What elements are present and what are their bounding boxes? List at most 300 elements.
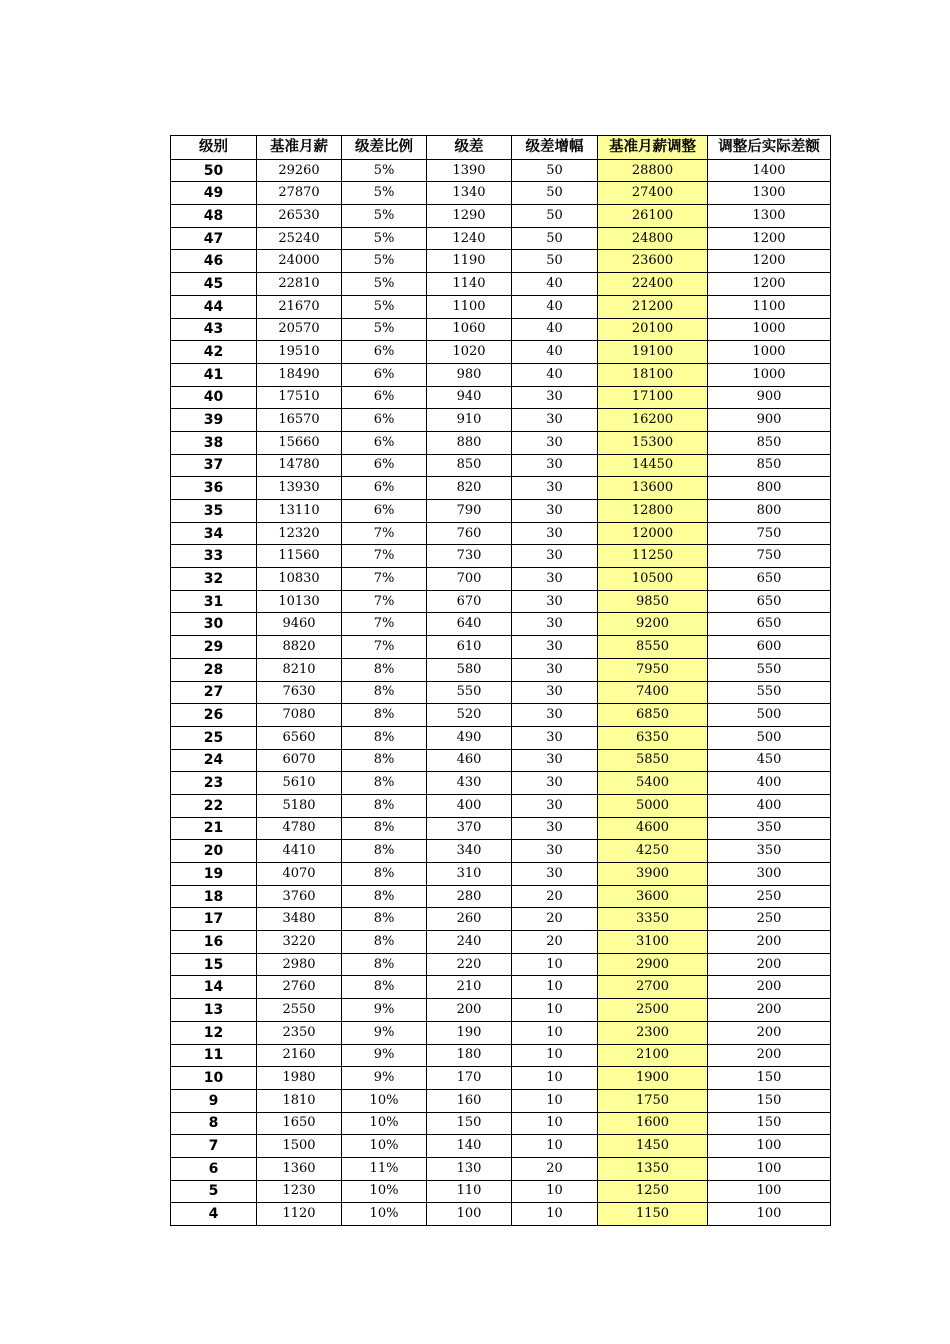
cell-difference-increment: 10 — [512, 1203, 598, 1226]
cell-base-salary: 20570 — [257, 318, 342, 341]
cell-adjusted-base-salary: 20100 — [598, 318, 708, 341]
cell-difference-increment: 30 — [512, 817, 598, 840]
cell-base-salary: 15660 — [257, 431, 342, 454]
cell-base-salary: 1810 — [257, 1089, 342, 1112]
cell-grade-ratio: 8% — [342, 794, 427, 817]
cell-difference-increment: 30 — [512, 726, 598, 749]
cell-grade-difference: 980 — [427, 363, 512, 386]
cell-actual-difference: 800 — [708, 500, 831, 523]
cell-base-salary: 1230 — [257, 1180, 342, 1203]
table-row — [171, 976, 831, 999]
cell-level: 25 — [171, 726, 257, 749]
cell-actual-difference: 800 — [708, 477, 831, 500]
cell-grade-difference: 110 — [427, 1180, 512, 1203]
cell-actual-difference: 900 — [708, 409, 831, 432]
cell-actual-difference: 650 — [708, 590, 831, 613]
cell-base-salary: 2550 — [257, 999, 342, 1022]
cell-actual-difference: 1000 — [708, 341, 831, 364]
cell-difference-increment: 50 — [512, 205, 598, 228]
cell-grade-ratio: 5% — [342, 250, 427, 273]
cell-base-salary: 13110 — [257, 500, 342, 523]
cell-difference-increment: 30 — [512, 500, 598, 523]
cell-grade-ratio: 9% — [342, 1044, 427, 1067]
cell-actual-difference: 100 — [708, 1135, 831, 1158]
cell-grade-difference: 580 — [427, 658, 512, 681]
cell-adjusted-base-salary: 24800 — [598, 227, 708, 250]
cell-actual-difference: 150 — [708, 1112, 831, 1135]
cell-grade-ratio: 9% — [342, 999, 427, 1022]
cell-difference-increment: 30 — [512, 749, 598, 772]
cell-base-salary: 4070 — [257, 863, 342, 886]
cell-level: 18 — [171, 885, 257, 908]
cell-grade-difference: 520 — [427, 704, 512, 727]
cell-base-salary: 29260 — [257, 159, 342, 182]
cell-actual-difference: 400 — [708, 772, 831, 795]
cell-base-salary: 7630 — [257, 681, 342, 704]
table-row — [171, 1157, 831, 1180]
cell-grade-difference: 240 — [427, 931, 512, 954]
cell-actual-difference: 750 — [708, 522, 831, 545]
cell-adjusted-base-salary: 28800 — [598, 159, 708, 182]
table-row — [171, 931, 831, 954]
cell-grade-ratio: 8% — [342, 772, 427, 795]
cell-level: 39 — [171, 409, 257, 432]
table-row — [171, 159, 831, 182]
cell-grade-ratio: 7% — [342, 590, 427, 613]
table-row — [171, 794, 831, 817]
cell-base-salary: 2350 — [257, 1021, 342, 1044]
cell-base-salary: 14780 — [257, 454, 342, 477]
header-grade-difference: 级差 — [427, 136, 512, 160]
cell-level: 5 — [171, 1180, 257, 1203]
table-row — [171, 1180, 831, 1203]
table-row — [171, 908, 831, 931]
cell-grade-difference: 610 — [427, 636, 512, 659]
cell-grade-difference: 1020 — [427, 341, 512, 364]
cell-adjusted-base-salary: 7950 — [598, 658, 708, 681]
cell-difference-increment: 30 — [512, 545, 598, 568]
cell-difference-increment: 30 — [512, 568, 598, 591]
cell-adjusted-base-salary: 5400 — [598, 772, 708, 795]
cell-grade-difference: 220 — [427, 953, 512, 976]
cell-level: 27 — [171, 681, 257, 704]
cell-level: 47 — [171, 227, 257, 250]
cell-level: 20 — [171, 840, 257, 863]
cell-level: 26 — [171, 704, 257, 727]
cell-adjusted-base-salary: 12800 — [598, 500, 708, 523]
cell-grade-difference: 880 — [427, 431, 512, 454]
cell-grade-difference: 670 — [427, 590, 512, 613]
cell-level: 22 — [171, 794, 257, 817]
cell-grade-ratio: 5% — [342, 205, 427, 228]
cell-grade-difference: 150 — [427, 1112, 512, 1135]
cell-grade-ratio: 6% — [342, 409, 427, 432]
table-row — [171, 658, 831, 681]
cell-level: 24 — [171, 749, 257, 772]
table-row — [171, 1044, 831, 1067]
table-row — [171, 545, 831, 568]
cell-adjusted-base-salary: 10500 — [598, 568, 708, 591]
cell-grade-ratio: 6% — [342, 500, 427, 523]
cell-actual-difference: 350 — [708, 817, 831, 840]
cell-level: 4 — [171, 1203, 257, 1226]
header-grade-ratio: 级差比例 — [342, 136, 427, 160]
cell-difference-increment: 30 — [512, 590, 598, 613]
table-row — [171, 568, 831, 591]
cell-grade-ratio: 5% — [342, 273, 427, 296]
cell-adjusted-base-salary: 13600 — [598, 477, 708, 500]
cell-difference-increment: 40 — [512, 295, 598, 318]
table-row — [171, 500, 831, 523]
cell-grade-ratio: 10% — [342, 1203, 427, 1226]
table-row — [171, 1112, 831, 1135]
cell-adjusted-base-salary: 8550 — [598, 636, 708, 659]
cell-grade-ratio: 8% — [342, 658, 427, 681]
cell-grade-difference: 190 — [427, 1021, 512, 1044]
cell-difference-increment: 30 — [512, 636, 598, 659]
cell-grade-difference: 490 — [427, 726, 512, 749]
cell-grade-difference: 1290 — [427, 205, 512, 228]
table-row — [171, 205, 831, 228]
cell-difference-increment: 10 — [512, 953, 598, 976]
table-row — [171, 273, 831, 296]
cell-actual-difference: 200 — [708, 999, 831, 1022]
cell-adjusted-base-salary: 3900 — [598, 863, 708, 886]
cell-difference-increment: 10 — [512, 1180, 598, 1203]
table-row — [171, 590, 831, 613]
cell-level: 29 — [171, 636, 257, 659]
cell-base-salary: 1360 — [257, 1157, 342, 1180]
cell-difference-increment: 10 — [512, 1089, 598, 1112]
cell-grade-ratio: 5% — [342, 318, 427, 341]
cell-grade-difference: 850 — [427, 454, 512, 477]
cell-level: 13 — [171, 999, 257, 1022]
table-body — [171, 159, 831, 1225]
cell-grade-ratio: 8% — [342, 817, 427, 840]
cell-actual-difference: 1000 — [708, 363, 831, 386]
cell-difference-increment: 30 — [512, 704, 598, 727]
cell-grade-difference: 310 — [427, 863, 512, 886]
cell-base-salary: 2160 — [257, 1044, 342, 1067]
cell-level: 21 — [171, 817, 257, 840]
cell-adjusted-base-salary: 6850 — [598, 704, 708, 727]
cell-actual-difference: 850 — [708, 431, 831, 454]
table-row — [171, 704, 831, 727]
cell-actual-difference: 850 — [708, 454, 831, 477]
cell-level: 10 — [171, 1067, 257, 1090]
cell-adjusted-base-salary: 1600 — [598, 1112, 708, 1135]
cell-adjusted-base-salary: 17100 — [598, 386, 708, 409]
cell-level: 9 — [171, 1089, 257, 1112]
cell-adjusted-base-salary: 3350 — [598, 908, 708, 931]
cell-difference-increment: 30 — [512, 772, 598, 795]
table-row — [171, 454, 831, 477]
cell-difference-increment: 40 — [512, 318, 598, 341]
table-row — [171, 863, 831, 886]
cell-adjusted-base-salary: 2500 — [598, 999, 708, 1022]
cell-adjusted-base-salary: 6350 — [598, 726, 708, 749]
table-row — [171, 318, 831, 341]
cell-difference-increment: 30 — [512, 863, 598, 886]
cell-difference-increment: 20 — [512, 931, 598, 954]
cell-grade-ratio: 9% — [342, 1067, 427, 1090]
cell-difference-increment: 30 — [512, 477, 598, 500]
cell-level: 37 — [171, 454, 257, 477]
cell-adjusted-base-salary: 4600 — [598, 817, 708, 840]
cell-grade-ratio: 6% — [342, 454, 427, 477]
cell-base-salary: 8210 — [257, 658, 342, 681]
cell-difference-increment: 10 — [512, 1067, 598, 1090]
cell-base-salary: 2760 — [257, 976, 342, 999]
table-row — [171, 817, 831, 840]
cell-grade-ratio: 10% — [342, 1135, 427, 1158]
cell-actual-difference: 1300 — [708, 205, 831, 228]
cell-adjusted-base-salary: 1450 — [598, 1135, 708, 1158]
cell-grade-ratio: 10% — [342, 1112, 427, 1135]
cell-difference-increment: 30 — [512, 658, 598, 681]
header-base-salary: 基准月薪 — [257, 136, 342, 160]
cell-level: 44 — [171, 295, 257, 318]
cell-grade-difference: 280 — [427, 885, 512, 908]
cell-difference-increment: 10 — [512, 1021, 598, 1044]
table-row — [171, 726, 831, 749]
table-row — [171, 1021, 831, 1044]
cell-grade-difference: 400 — [427, 794, 512, 817]
cell-difference-increment: 30 — [512, 409, 598, 432]
cell-difference-increment: 30 — [512, 522, 598, 545]
cell-grade-ratio: 7% — [342, 613, 427, 636]
cell-adjusted-base-salary: 9200 — [598, 613, 708, 636]
cell-level: 33 — [171, 545, 257, 568]
cell-base-salary: 7080 — [257, 704, 342, 727]
cell-adjusted-base-salary: 1350 — [598, 1157, 708, 1180]
cell-adjusted-base-salary: 1900 — [598, 1067, 708, 1090]
cell-level: 35 — [171, 500, 257, 523]
header-row — [171, 136, 831, 160]
cell-grade-difference: 640 — [427, 613, 512, 636]
cell-actual-difference: 1200 — [708, 227, 831, 250]
cell-base-salary: 3220 — [257, 931, 342, 954]
cell-level: 32 — [171, 568, 257, 591]
cell-grade-difference: 140 — [427, 1135, 512, 1158]
cell-difference-increment: 30 — [512, 613, 598, 636]
cell-base-salary: 5180 — [257, 794, 342, 817]
cell-base-salary: 24000 — [257, 250, 342, 273]
cell-grade-difference: 1240 — [427, 227, 512, 250]
table-row — [171, 772, 831, 795]
cell-grade-ratio: 6% — [342, 477, 427, 500]
cell-actual-difference: 200 — [708, 976, 831, 999]
cell-grade-ratio: 7% — [342, 568, 427, 591]
cell-base-salary: 10830 — [257, 568, 342, 591]
cell-difference-increment: 10 — [512, 999, 598, 1022]
header-actual-difference: 调整后实际差额 — [708, 136, 831, 160]
cell-actual-difference: 500 — [708, 726, 831, 749]
cell-base-salary: 1500 — [257, 1135, 342, 1158]
cell-actual-difference: 650 — [708, 568, 831, 591]
cell-actual-difference: 100 — [708, 1180, 831, 1203]
cell-actual-difference: 200 — [708, 931, 831, 954]
cell-grade-difference: 100 — [427, 1203, 512, 1226]
cell-grade-ratio: 7% — [342, 545, 427, 568]
cell-adjusted-base-salary: 3100 — [598, 931, 708, 954]
cell-adjusted-base-salary: 19100 — [598, 341, 708, 364]
table-row — [171, 636, 831, 659]
cell-adjusted-base-salary: 2300 — [598, 1021, 708, 1044]
cell-difference-increment: 10 — [512, 1112, 598, 1135]
cell-grade-ratio: 9% — [342, 1021, 427, 1044]
cell-base-salary: 27870 — [257, 182, 342, 205]
cell-level: 19 — [171, 863, 257, 886]
cell-actual-difference: 1300 — [708, 182, 831, 205]
cell-grade-difference: 550 — [427, 681, 512, 704]
cell-actual-difference: 100 — [708, 1157, 831, 1180]
cell-level: 6 — [171, 1157, 257, 1180]
cell-difference-increment: 50 — [512, 182, 598, 205]
cell-adjusted-base-salary: 26100 — [598, 205, 708, 228]
cell-level: 45 — [171, 273, 257, 296]
cell-grade-difference: 1340 — [427, 182, 512, 205]
cell-adjusted-base-salary: 9850 — [598, 590, 708, 613]
table-row — [171, 182, 831, 205]
cell-actual-difference: 1200 — [708, 250, 831, 273]
cell-actual-difference: 350 — [708, 840, 831, 863]
cell-level: 17 — [171, 908, 257, 931]
cell-grade-ratio: 8% — [342, 749, 427, 772]
cell-adjusted-base-salary: 5000 — [598, 794, 708, 817]
cell-level: 14 — [171, 976, 257, 999]
cell-actual-difference: 550 — [708, 658, 831, 681]
table-row — [171, 522, 831, 545]
cell-actual-difference: 650 — [708, 613, 831, 636]
cell-grade-ratio: 8% — [342, 704, 427, 727]
cell-base-salary: 10130 — [257, 590, 342, 613]
cell-grade-difference: 730 — [427, 545, 512, 568]
cell-adjusted-base-salary: 18100 — [598, 363, 708, 386]
cell-difference-increment: 30 — [512, 681, 598, 704]
table-row — [171, 953, 831, 976]
cell-grade-difference: 790 — [427, 500, 512, 523]
table-row — [171, 999, 831, 1022]
table-row — [171, 363, 831, 386]
cell-base-salary: 4780 — [257, 817, 342, 840]
cell-difference-increment: 30 — [512, 794, 598, 817]
cell-grade-difference: 160 — [427, 1089, 512, 1112]
table-row — [171, 1203, 831, 1226]
cell-level: 42 — [171, 341, 257, 364]
cell-level: 49 — [171, 182, 257, 205]
cell-grade-difference: 940 — [427, 386, 512, 409]
cell-grade-difference: 700 — [427, 568, 512, 591]
cell-grade-difference: 460 — [427, 749, 512, 772]
cell-level: 40 — [171, 386, 257, 409]
cell-grade-difference: 260 — [427, 908, 512, 931]
cell-actual-difference: 750 — [708, 545, 831, 568]
cell-actual-difference: 550 — [708, 681, 831, 704]
table-row — [171, 840, 831, 863]
table-row — [171, 409, 831, 432]
cell-grade-ratio: 8% — [342, 726, 427, 749]
table-row — [171, 885, 831, 908]
table-row — [171, 341, 831, 364]
cell-adjusted-base-salary: 16200 — [598, 409, 708, 432]
table-row — [171, 613, 831, 636]
cell-difference-increment: 40 — [512, 341, 598, 364]
cell-adjusted-base-salary: 7400 — [598, 681, 708, 704]
cell-grade-ratio: 7% — [342, 522, 427, 545]
cell-base-salary: 1650 — [257, 1112, 342, 1135]
cell-grade-ratio: 6% — [342, 341, 427, 364]
cell-adjusted-base-salary: 4250 — [598, 840, 708, 863]
cell-adjusted-base-salary: 1750 — [598, 1089, 708, 1112]
cell-actual-difference: 250 — [708, 908, 831, 931]
cell-grade-ratio: 5% — [342, 295, 427, 318]
header-difference-increment: 级差增幅 — [512, 136, 598, 160]
cell-base-salary: 6070 — [257, 749, 342, 772]
cell-grade-ratio: 8% — [342, 863, 427, 886]
cell-difference-increment: 10 — [512, 1044, 598, 1067]
cell-grade-difference: 210 — [427, 976, 512, 999]
cell-grade-ratio: 8% — [342, 953, 427, 976]
cell-adjusted-base-salary: 22400 — [598, 273, 708, 296]
table-row — [171, 1067, 831, 1090]
cell-grade-difference: 340 — [427, 840, 512, 863]
cell-adjusted-base-salary: 2900 — [598, 953, 708, 976]
cell-level: 38 — [171, 431, 257, 454]
cell-grade-ratio: 5% — [342, 182, 427, 205]
cell-grade-difference: 430 — [427, 772, 512, 795]
cell-actual-difference: 400 — [708, 794, 831, 817]
cell-difference-increment: 30 — [512, 840, 598, 863]
header-adjusted-base-salary: 基准月薪调整 — [598, 136, 708, 160]
cell-adjusted-base-salary: 27400 — [598, 182, 708, 205]
salary-grade-table — [170, 135, 831, 1226]
cell-adjusted-base-salary: 14450 — [598, 454, 708, 477]
header-level: 级别 — [171, 136, 257, 160]
cell-base-salary: 12320 — [257, 522, 342, 545]
table-row — [171, 1089, 831, 1112]
cell-grade-ratio: 6% — [342, 386, 427, 409]
cell-difference-increment: 50 — [512, 250, 598, 273]
cell-grade-difference: 200 — [427, 999, 512, 1022]
cell-grade-ratio: 8% — [342, 976, 427, 999]
cell-base-salary: 8820 — [257, 636, 342, 659]
table-row — [171, 227, 831, 250]
cell-base-salary: 2980 — [257, 953, 342, 976]
cell-actual-difference: 1100 — [708, 295, 831, 318]
cell-actual-difference: 250 — [708, 885, 831, 908]
cell-difference-increment: 10 — [512, 1135, 598, 1158]
cell-grade-ratio: 6% — [342, 363, 427, 386]
cell-level: 31 — [171, 590, 257, 613]
cell-base-salary: 21670 — [257, 295, 342, 318]
cell-adjusted-base-salary: 15300 — [598, 431, 708, 454]
cell-actual-difference: 200 — [708, 1021, 831, 1044]
cell-adjusted-base-salary: 12000 — [598, 522, 708, 545]
cell-level: 43 — [171, 318, 257, 341]
cell-difference-increment: 20 — [512, 908, 598, 931]
cell-grade-ratio: 7% — [342, 636, 427, 659]
cell-base-salary: 4410 — [257, 840, 342, 863]
cell-grade-difference: 760 — [427, 522, 512, 545]
cell-grade-ratio: 5% — [342, 227, 427, 250]
cell-actual-difference: 500 — [708, 704, 831, 727]
cell-level: 7 — [171, 1135, 257, 1158]
table-row — [171, 749, 831, 772]
table-row — [171, 295, 831, 318]
cell-actual-difference: 150 — [708, 1067, 831, 1090]
cell-grade-difference: 130 — [427, 1157, 512, 1180]
